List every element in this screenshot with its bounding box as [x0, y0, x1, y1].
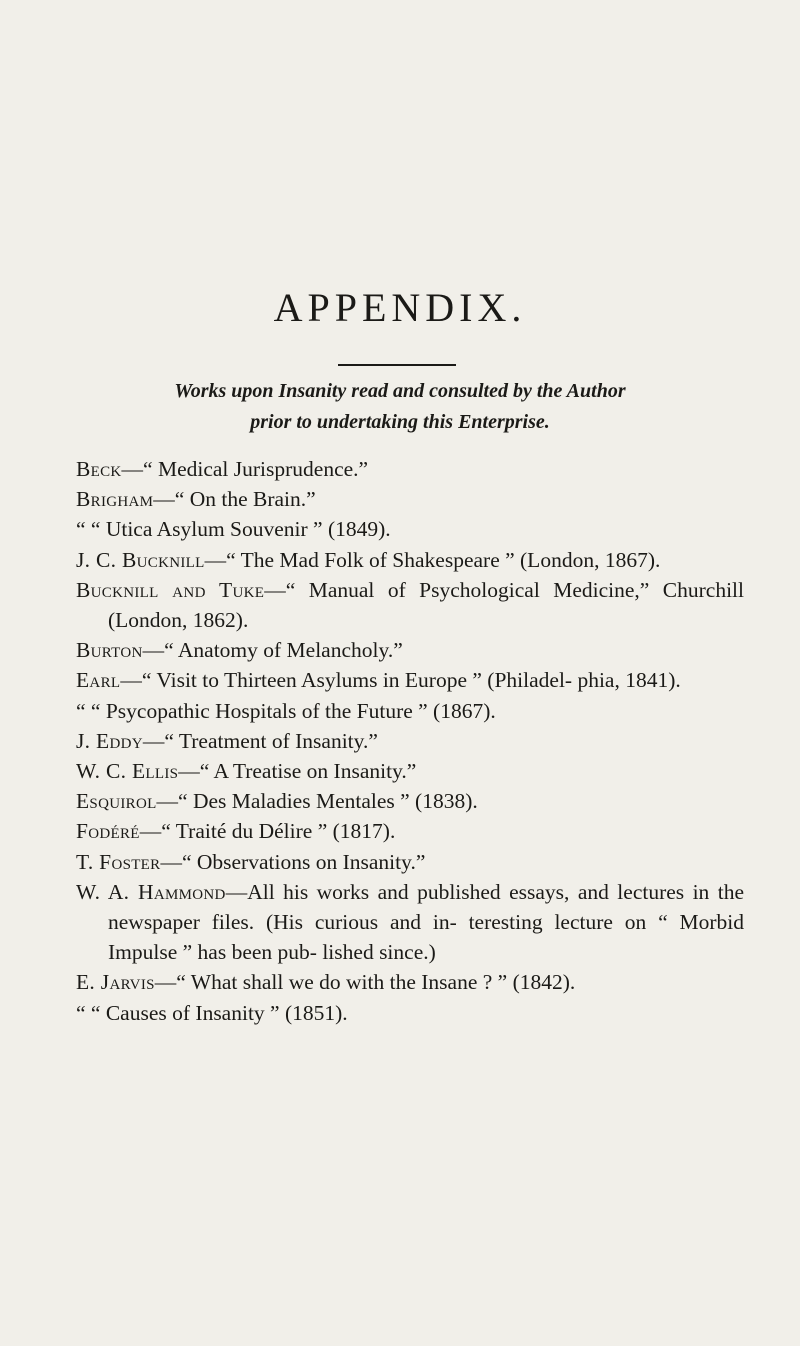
- bibliography-entry: [76, 847, 744, 877]
- entry-text: —“ Traité du Délire ” (1817).: [139, 819, 396, 844]
- entry-text: —“ A Treatise on Insanity.”: [178, 759, 417, 784]
- subtitle-line-2: prior to undertaking this Enterprise.: [250, 411, 550, 433]
- entry-text: —“ Des Maladies Mentales ” (1838).: [156, 789, 478, 814]
- bibliography-entry: [76, 877, 744, 968]
- entry-text: —“ Visit to Thirteen Asylums in Europe ” (Philadel- phia, 1841).: [120, 668, 681, 693]
- entry-text: —“ Treatment of Insanity.”: [142, 728, 378, 753]
- entry-text: “ “ Utica Asylum Souvenir ” (1849).: [76, 517, 391, 542]
- entry-text: —“ What shall we do with the Insane ? ” (1842).: [154, 970, 576, 995]
- entry-text: “ “ Causes of Insanity ” (1851).: [76, 1000, 348, 1025]
- bibliography-entry: [76, 816, 744, 846]
- bibliography-entry: [76, 665, 744, 695]
- entry-text: —All his works and published essays, and lectures in the newspaper files. (His curious and in- teresting lecture on “ Morbid Impulse ” has been pub- lished since.): [108, 879, 744, 965]
- bibliography-entry: [76, 635, 744, 665]
- bibliography-entry: [76, 454, 744, 484]
- entry-author: W. A. Hammond: [76, 879, 226, 904]
- entry-author: E. Jarvis: [76, 970, 155, 995]
- entry-author: Fodéré: [76, 819, 140, 844]
- bibliography-entry: [76, 786, 744, 816]
- entry-author: J. C. Bucknill: [76, 547, 205, 572]
- page-title: APPENDIX.: [273, 285, 527, 330]
- entry-text: “ “ Psycopathic Hospitals of the Future ” (1867).: [76, 698, 496, 723]
- entry-author: Bucknill and Tuke: [76, 577, 265, 602]
- bibliography-list: [76, 454, 744, 1028]
- entry-text: —“ Observations on Insanity.”: [160, 849, 426, 874]
- bibliography-entry: [76, 696, 744, 726]
- bibliography-entry: [76, 756, 744, 786]
- title-rule-divider: [338, 364, 456, 366]
- entry-author: J. Eddy: [76, 728, 143, 753]
- entry-author: Burton: [76, 638, 143, 663]
- subtitle-line-1: Works upon Insanity read and consulted by the Author: [174, 380, 626, 402]
- bibliography-entry: [76, 484, 744, 514]
- entry-author: W. C. Ellis: [76, 759, 179, 784]
- entry-text: —“ Manual of Psychological Medicine,” Churchill (London, 1862).: [108, 577, 744, 633]
- bibliography-entry: [76, 967, 744, 997]
- entry-author: Beck: [76, 457, 122, 481]
- bibliography-entry: [76, 545, 744, 575]
- bibliography-entry: [76, 998, 744, 1028]
- bibliography-entry: [76, 514, 744, 544]
- entry-author: Brigham: [76, 487, 154, 512]
- entry-text: —“ On the Brain.”: [153, 487, 316, 512]
- bibliography-entry: [76, 726, 744, 756]
- entry-text: —“ Anatomy of Melancholy.”: [142, 638, 403, 663]
- entry-author: Earl: [76, 668, 121, 693]
- entry-text: —“ Medical Jurisprudence.”: [121, 457, 369, 481]
- page-subtitle: [60, 376, 740, 438]
- entry-author: T. Foster: [76, 849, 161, 874]
- entry-author: Esquirol: [76, 789, 157, 814]
- bibliography-entry: [76, 575, 744, 635]
- entry-text: —“ The Mad Folk of Shakespeare ” (London, 1867).: [204, 547, 661, 572]
